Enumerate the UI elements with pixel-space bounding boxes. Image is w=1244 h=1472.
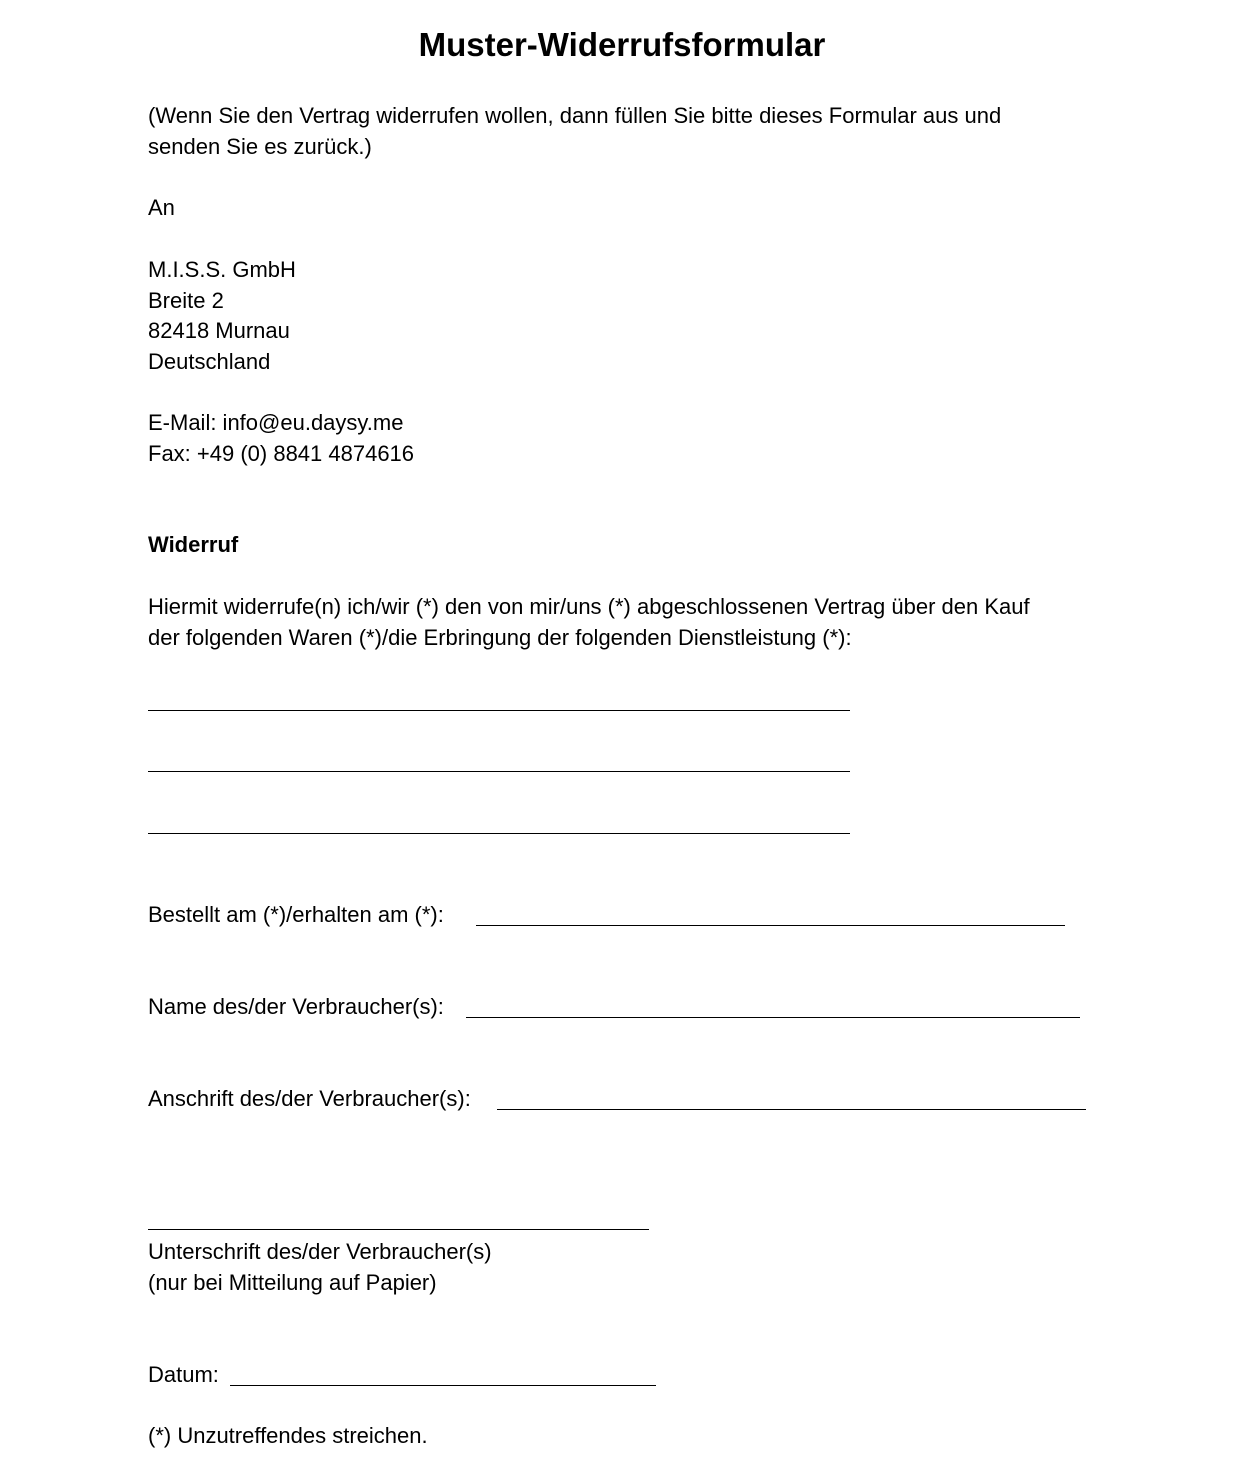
consumer-name-label: Name des/der Verbraucher(s): [148, 994, 444, 1019]
consumer-address-label: Anschrift des/der Verbraucher(s): [148, 1086, 471, 1111]
goods-entry-line-3[interactable] [148, 833, 850, 834]
recipient-fax: Fax: +49 (0) 8841 4874616 [148, 441, 415, 466]
recipient-country: Deutschland [148, 349, 271, 374]
consumer-address-field[interactable] [497, 1109, 1086, 1110]
footnote: (*) Unzutreffendes streichen. [148, 1423, 428, 1448]
signature-label-line-1: Unterschrift des/der Verbraucher(s) [148, 1239, 492, 1264]
signature-label-line-2: (nur bei Mitteilung auf Papier) [148, 1270, 437, 1295]
recipient-to-label: An [148, 195, 175, 220]
goods-entry-line-1[interactable] [148, 710, 850, 711]
goods-entry-line-2[interactable] [148, 771, 850, 772]
recipient-email: E-Mail: info@eu.daysy.me [148, 410, 404, 435]
consumer-name-field[interactable] [466, 1017, 1080, 1018]
recipient-street: Breite 2 [148, 288, 224, 313]
ordered-received-label: Bestellt am (*)/erhalten am (*): [148, 902, 444, 927]
intro-line-2: senden Sie es zurück.) [148, 134, 372, 159]
recipient-city: 82418 Murnau [148, 318, 290, 343]
page-title: Muster-Widerrufsformular [418, 26, 826, 63]
date-field[interactable] [230, 1385, 656, 1386]
ordered-received-field[interactable] [476, 925, 1065, 926]
signature-line[interactable] [148, 1229, 649, 1230]
statement-line-1: Hiermit widerrufe(n) ich/wir (*) den von mir/uns (*) abgeschlossenen Vertrag über den Kauf [148, 594, 1030, 619]
section-heading: Widerruf [148, 532, 239, 557]
date-label: Datum: [148, 1362, 219, 1387]
recipient-company: M.I.S.S. GmbH [148, 257, 296, 282]
statement-line-2: der folgenden Waren (*)/die Erbringung der folgenden Dienstleistung (*): [148, 625, 852, 650]
intro-line-1: (Wenn Sie den Vertrag widerrufen wollen, dann füllen Sie bitte dieses Formular aus und [148, 103, 1002, 128]
